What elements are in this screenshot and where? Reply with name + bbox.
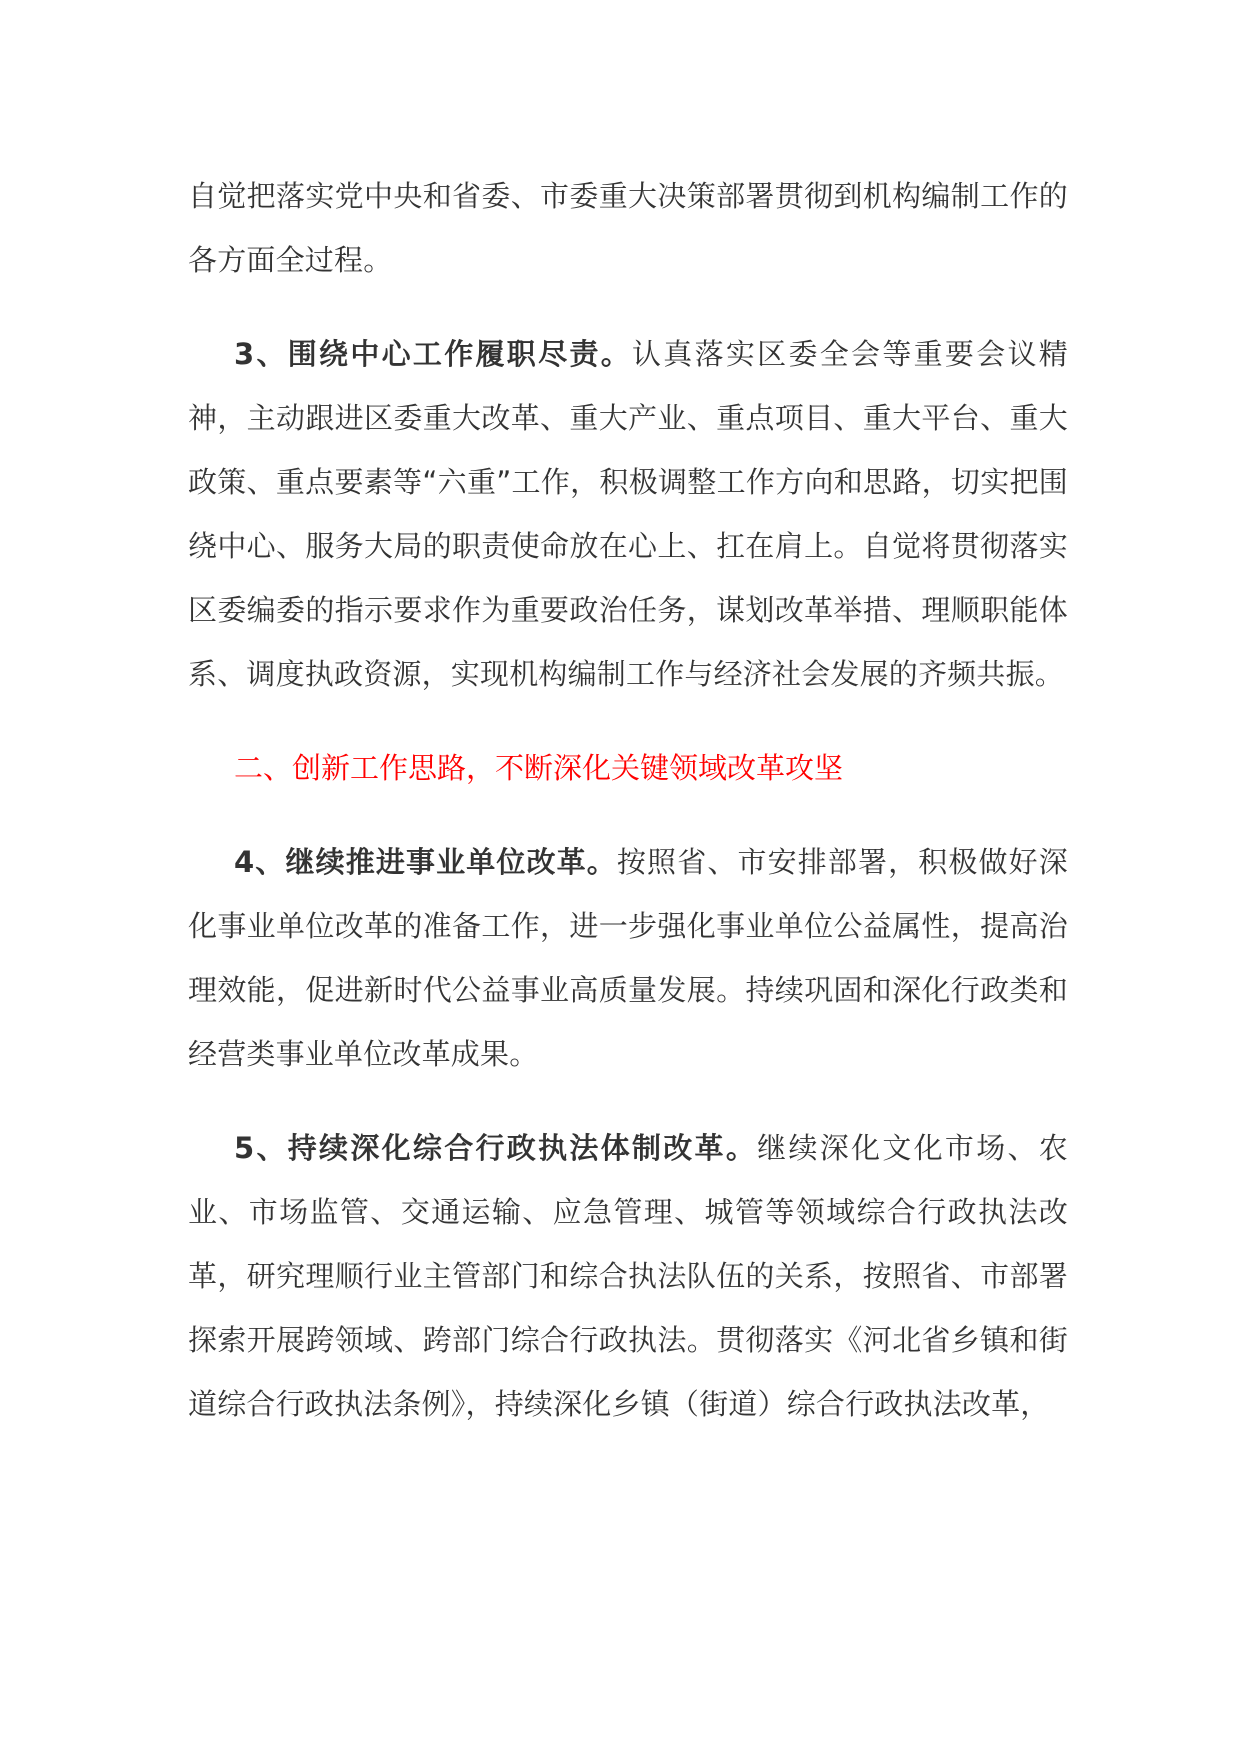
paragraph-text: 认真落实区委全会等重要会议精神，主动跟进区委重大改革、重大产业、重点项目、重大平台、重大政策、重点要素等“六重”工作，积极调整工作方向和思路，切实把围绕中心、服务大局的职责使命放在心上、扛在肩上。自觉将贯彻落实区委编委的指示要求作为重要政治任务，谋划改革举措、理顺职能体系、调度执政资源，实现机构编制工作与经济社会发展的齐频共振。: [188, 337, 1068, 691]
paragraph-lead: 5、持续深化综合行政执法体制改革。: [234, 1131, 758, 1165]
paragraph-gap: [188, 800, 1068, 830]
section-heading: [188, 736, 1068, 800]
document-body: [188, 164, 1068, 1436]
paragraph-item-3: [188, 322, 1068, 706]
section-heading-text: 二、创新工作思路，不断深化关键领域改革攻坚: [234, 751, 844, 785]
paragraph-gap: [188, 292, 1068, 322]
paragraph-text: 按照省、市安排部署，积极做好深化事业单位改革的准备工作，进一步强化事业单位公益属性，提高治理效能，促进新时代公益事业高质量发展。持续巩固和深化行政类和经营类事业单位改革成果。: [188, 845, 1068, 1071]
paragraph-text: 自觉把落实党中央和省委、市委重大决策部署贯彻到机构编制工作的各方面全过程。: [188, 179, 1068, 277]
paragraph-item-5: [188, 1116, 1068, 1436]
paragraph-continuation: [188, 164, 1068, 292]
paragraph-gap: [188, 1086, 1068, 1116]
paragraph-item-4: [188, 830, 1068, 1086]
paragraph-lead: 4、继续推进事业单位改革。: [234, 845, 617, 879]
paragraph-gap: [188, 706, 1068, 736]
paragraph-lead: 3、围绕中心工作履职尽责。: [234, 337, 632, 371]
paragraph-text: 继续深化文化市场、农业、市场监管、交通运输、应急管理、城管等领域综合行政执法改革，研究理顺行业主管部门和综合执法队伍的关系，按照省、市部署探索开展跨领域、跨部门综合行政执法。贯彻落实《河北省乡镇和街道综合行政执法条例》，持续深化乡镇（街道）综合行政执法改革，: [188, 1131, 1068, 1421]
